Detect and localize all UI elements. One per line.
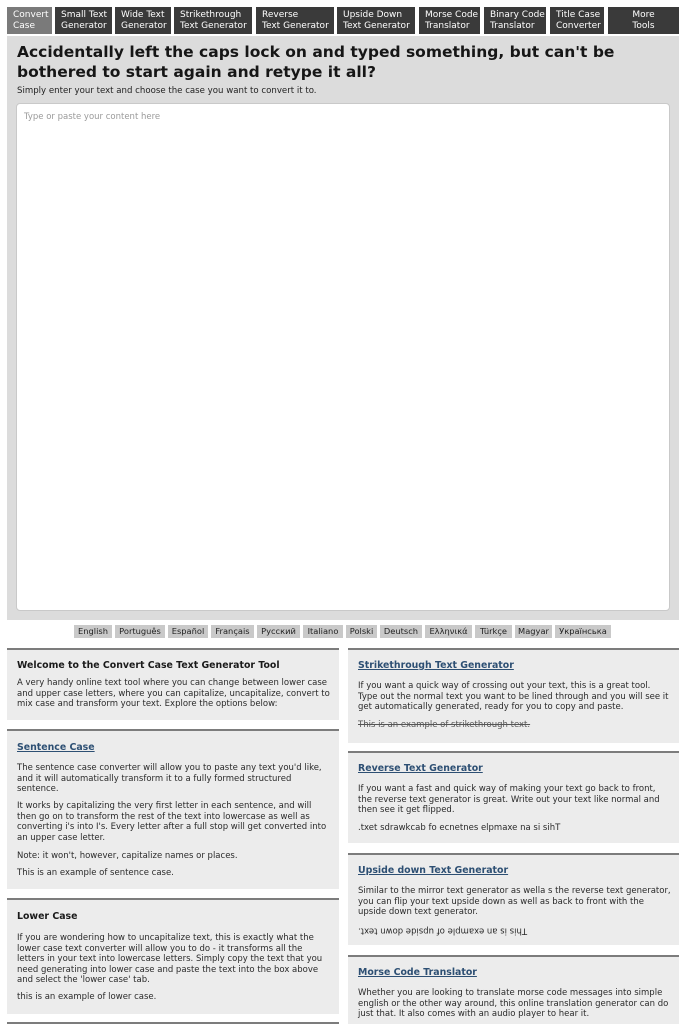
nav-wide-text-generator[interactable] [115,7,171,34]
language-magyar[interactable]: Magyar [515,625,552,638]
nav-label: Title Case Converter [556,10,601,31]
sentence-case-card [7,729,339,889]
lower-case-example: this is an example of lower case. [17,992,157,1002]
nav-label: Small Text Generator [61,10,108,31]
upside-down-example-wrap [358,925,671,936]
reverse-text-card [348,751,679,843]
language-greek[interactable]: Ελληνικά [425,625,472,638]
nav-small-text-generator[interactable] [55,7,112,34]
nav-label: Binary Code Translator [490,10,545,31]
strikethrough-card [348,648,679,743]
nav-label: Wide Text Generator [121,10,167,31]
welcome-title: Welcome to the Convert Case Text Generator Tool [17,660,280,671]
page-title: Accidentally left the caps lock on and typed something, but can't be bothered to start again and retype it all? [17,43,615,81]
page-subtitle: Simply enter your text and choose the case you want to convert it to. [17,86,317,96]
sentence-case-example: This is an example of sentence case. [17,868,174,878]
sentence-case-link[interactable]: Sentence Case [17,742,95,753]
sentence-case-p1: The sentence case converter will allow you to paste any text you'd like, and it will automatically transform it to a fully formed structured sentence. [17,763,322,795]
language-polski[interactable]: Polski [346,625,377,638]
upside-down-card [348,853,679,945]
nav-convert-case[interactable] [7,7,52,34]
morse-code-link[interactable]: Morse Code Translator [358,967,477,978]
language-turkce[interactable]: Türkçe [475,625,512,638]
text-input[interactable] [17,104,669,610]
language-espanol[interactable]: Español [168,625,208,638]
morse-code-body: Whether you are looking to translate morse code messages into simple english or the other way around, this online translation generator can do just that. It also comes with an audio player to hear it. [358,988,669,1020]
reverse-text-example: .txet sdrawkcab fo ecnetnes elpmaxe na si sihT [358,823,561,833]
lower-case-title: Lower Case [17,911,78,922]
sentence-case-note: Note: it won't, however, capitalize names or places. [17,851,238,861]
upside-down-body: Similar to the mirror text generator as wella s the reverse text generator, you can flip your text upside down as well as back to front with the upside down text generator. [358,886,671,918]
text-editor [16,103,670,611]
upside-down-example: This is an example of upside down text. [358,925,528,936]
language-portugues[interactable]: Português [115,625,165,638]
lower-case-card [7,898,339,1014]
language-bar [0,625,686,638]
nav-title-case-converter[interactable] [550,7,604,34]
upside-down-link[interactable]: Upside down Text Generator [358,865,509,876]
reverse-text-body: If you want a fast and quick way of making your text go back to front, the reverse text generator is great. Write out your text like normal and then see it get flipped. [358,784,660,816]
nav-label: Morse Code Translator [425,10,479,31]
nav-reverse-text-generator[interactable] [256,7,334,34]
nav-morse-code-translator[interactable] [419,7,480,34]
top-navigation [0,0,686,36]
nav-more-tools[interactable] [608,7,679,34]
language-italiano[interactable]: Italiano [303,625,343,638]
nav-label: More Tools [632,10,655,31]
language-english[interactable]: English [74,625,112,638]
language-ukrainian[interactable]: Українська [555,625,611,638]
strikethrough-body: If you want a quick way of crossing out your text, this is a great tool. Type out the normal text you want to be lined through and you will see it get automatically generated, ready for you to copy and paste. [358,681,669,713]
strikethrough-link[interactable]: Strikethrough Text Generator [358,660,514,671]
lower-case-body: If you are wondering how to uncapitalize text, this is exactly what the lower case text converter will allow you to do - it transforms all the letters in your text into lowercase letters. Simply copy the text that you need generating into lower case and paste the text into the box above and select the 'lower case' tab. [17,933,323,986]
welcome-card [7,648,339,720]
hero-section [7,36,679,620]
nav-label: Reverse Text Generator [262,10,329,31]
nav-upside-down-text-generator[interactable] [337,7,415,34]
morse-code-card [348,955,679,1024]
nav-label: Convert Case [13,10,49,31]
nav-binary-code-translator[interactable] [484,7,546,34]
reverse-text-link[interactable]: Reverse Text Generator [358,763,483,774]
language-francais[interactable]: Français [211,625,254,638]
strikethrough-example: This is an example of strikethrough text. [358,720,531,730]
language-russian[interactable]: Русский [257,625,300,638]
sentence-case-p2: It works by capitalizing the very first letter in each sentence, and will then go on to transform the rest of the text into lowercase as well as converting i's into I's. Every letter after a full stop will get converted into an upper case letter. [17,801,327,843]
nav-strikethrough-text-generator[interactable] [174,7,252,34]
nav-label: Upside Down Text Generator [343,10,410,31]
language-deutsch[interactable]: Deutsch [380,625,422,638]
welcome-body: A very handy online text tool where you can change between lower case and upper case letters, where you can capitalize, uncapitalize, convert to mix case and transform your text. Explore the options below: [17,678,330,710]
nav-label: Strikethrough Text Generator [180,10,247,31]
